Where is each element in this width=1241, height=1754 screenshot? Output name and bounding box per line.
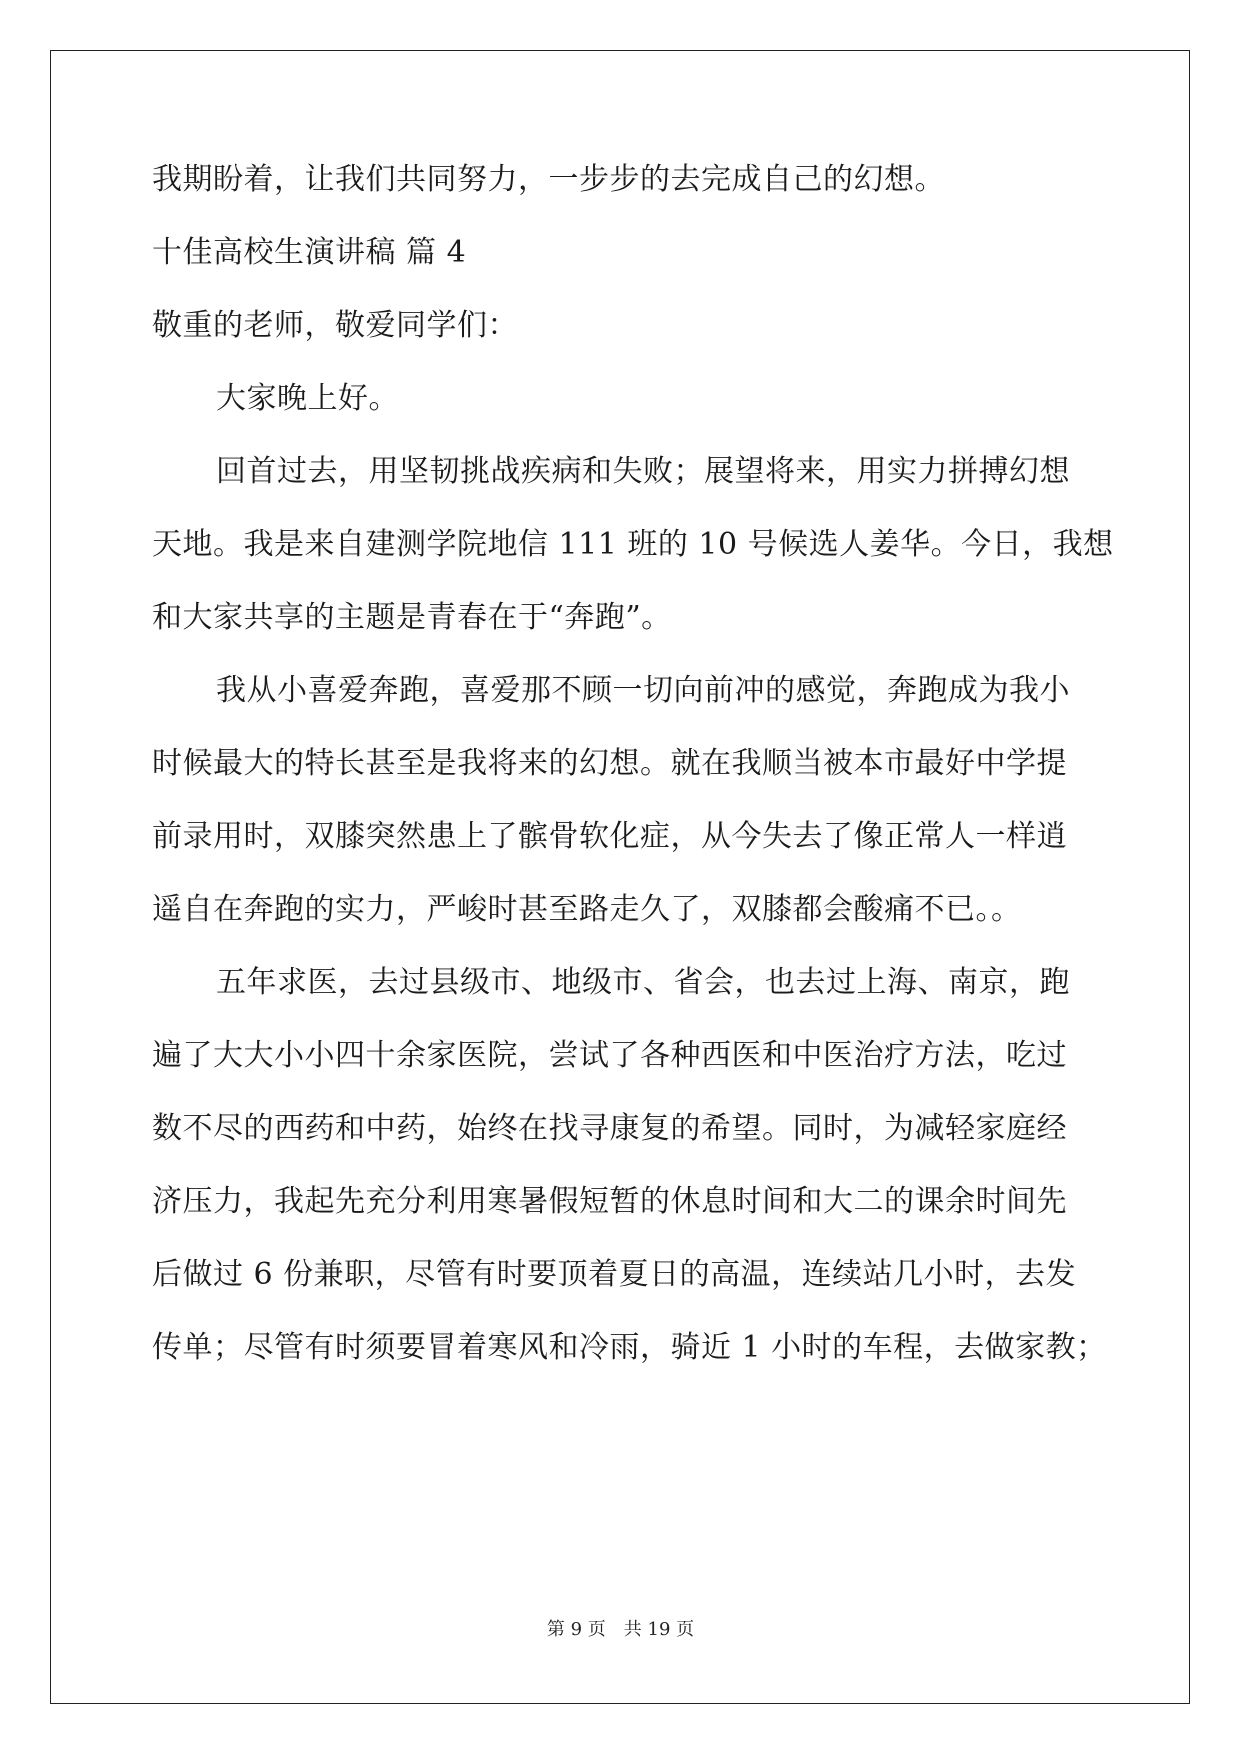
- section-title: 十佳高校生演讲稿 篇 4: [152, 235, 467, 270]
- paragraph-line: 济压力，我起先充分利用寒暑假短暂的休息时间和大二的课余时间先: [152, 1184, 1067, 1219]
- page-total: 共 19 页: [623, 1619, 695, 1640]
- salutation: 敬重的老师，敬爱同学们：: [152, 308, 518, 343]
- paragraph-line: 传单；尽管有时须要冒着寒风和冷雨，骑近 1 小时的车程，去做家教；: [152, 1330, 1107, 1365]
- paragraph-line: 前录用时，双膝突然患上了髌骨软化症，从今失去了像正常人一样逍: [152, 819, 1067, 854]
- paragraph-line: 数不尽的西药和中药，始终在找寻康复的希望。同时，为减轻家庭经: [152, 1111, 1067, 1146]
- paragraph-line: 天地。我是来自建测学院地信 111 班的 10 号候选人姜华。今日，我想: [152, 527, 1114, 562]
- paragraph-line: 我期盼着，让我们共同努力，一步步的去完成自己的幻想。: [152, 162, 945, 197]
- paragraph-line: 五年求医，去过县级市、地级市、省会，也去过上海、南京，跑: [216, 965, 1070, 1000]
- page-number: 第 9 页: [546, 1619, 606, 1640]
- greeting: 大家晚上好。: [216, 381, 399, 416]
- paragraph-line: 后做过 6 份兼职，尽管有时要顶着夏日的高温，连续站几小时，去发: [152, 1257, 1077, 1292]
- paragraph-line: 遍了大大小小四十余家医院，尝试了各种西医和中医治疗方法，吃过: [152, 1038, 1067, 1073]
- paragraph-line: 和大家共享的主题是青春在于“奔跑”。: [152, 600, 672, 635]
- paragraph-line: 我从小喜爱奔跑，喜爱那不顾一切向前冲的感觉，奔跑成为我小: [216, 673, 1070, 708]
- page-border: [50, 50, 1190, 1704]
- paragraph-line: 回首过去，用坚韧挑战疾病和失败；展望将来，用实力拼搏幻想: [216, 454, 1070, 489]
- paragraph-line: 时候最大的特长甚至是我将来的幻想。就在我顺当被本市最好中学提: [152, 746, 1067, 781]
- page-footer: [0, 1618, 1241, 1642]
- paragraph-line: 遥自在奔跑的实力，严峻时甚至路走久了，双膝都会酸痛不已。。: [152, 892, 1022, 927]
